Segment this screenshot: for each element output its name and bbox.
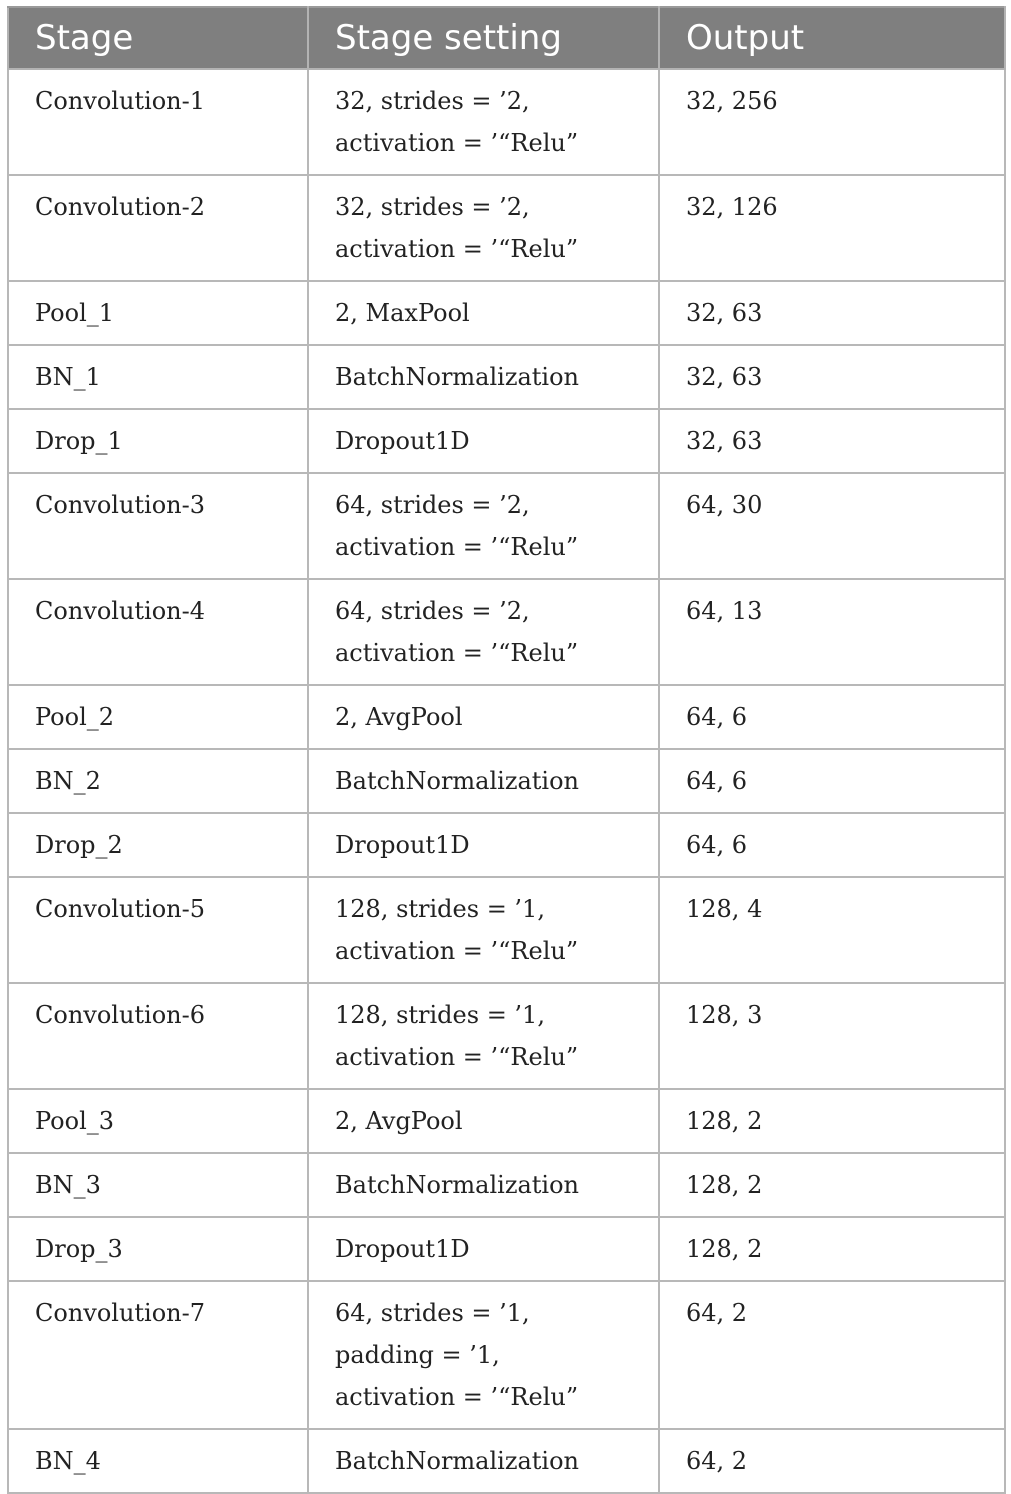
cell-output: 32, 63: [659, 345, 1005, 409]
cell-setting: BatchNormalization: [308, 1153, 659, 1217]
cell-stage: BN_2: [8, 749, 308, 813]
table-row: [8, 1217, 1005, 1281]
header-row: [8, 7, 1005, 69]
table-row: [8, 69, 1005, 175]
cell-output: 64, 30: [659, 473, 1005, 579]
cell-setting: 64, strides = ’2, activation = ’“Relu”: [308, 579, 659, 685]
cell-setting: 2, AvgPool: [308, 685, 659, 749]
cell-stage: Convolution-6: [8, 983, 308, 1089]
table-row: [8, 1281, 1005, 1429]
cell-output: 64, 6: [659, 813, 1005, 877]
cell-stage: Drop_3: [8, 1217, 308, 1281]
header-stage: Stage: [8, 7, 308, 69]
cell-stage: BN_1: [8, 345, 308, 409]
cell-output: 128, 2: [659, 1217, 1005, 1281]
cell-stage: BN_3: [8, 1153, 308, 1217]
cell-stage: Convolution-7: [8, 1281, 308, 1429]
table-row: [8, 685, 1005, 749]
table-row: [8, 813, 1005, 877]
cell-stage: BN_4: [8, 1429, 308, 1493]
cell-output: 32, 126: [659, 175, 1005, 281]
cell-setting: 32, strides = ’2, activation = ’“Relu”: [308, 69, 659, 175]
header-stage-setting: Stage setting: [308, 7, 659, 69]
cell-output: 64, 2: [659, 1281, 1005, 1429]
cell-setting: BatchNormalization: [308, 1429, 659, 1493]
table-header: [8, 7, 1005, 69]
cell-setting: 32, strides = ’2, activation = ’“Relu”: [308, 175, 659, 281]
table-row: [8, 983, 1005, 1089]
cell-stage: Convolution-3: [8, 473, 308, 579]
cell-stage: Convolution-5: [8, 877, 308, 983]
table-row: [8, 281, 1005, 345]
cell-output: 64, 6: [659, 749, 1005, 813]
table-row: [8, 175, 1005, 281]
cell-setting: Dropout1D: [308, 813, 659, 877]
cell-setting: Dropout1D: [308, 409, 659, 473]
cell-output: 64, 2: [659, 1429, 1005, 1493]
table-row: [8, 473, 1005, 579]
cell-stage: Drop_1: [8, 409, 308, 473]
cell-setting: 128, strides = ’1, activation = ’“Relu”: [308, 877, 659, 983]
cell-output: 64, 6: [659, 685, 1005, 749]
cell-output: 32, 63: [659, 409, 1005, 473]
cell-stage: Pool_3: [8, 1089, 308, 1153]
cell-setting: 64, strides = ’2, activation = ’“Relu”: [308, 473, 659, 579]
cell-output: 64, 13: [659, 579, 1005, 685]
cell-setting: 2, AvgPool: [308, 1089, 659, 1153]
cell-setting: Dropout1D: [308, 1217, 659, 1281]
header-output: Output: [659, 7, 1005, 69]
table-row: [8, 1429, 1005, 1493]
stage-table-container: [7, 6, 1004, 1494]
cell-setting: BatchNormalization: [308, 345, 659, 409]
table-row: [8, 579, 1005, 685]
table-row: [8, 749, 1005, 813]
cell-stage: Convolution-1: [8, 69, 308, 175]
cell-output: 128, 2: [659, 1153, 1005, 1217]
cell-stage: Convolution-4: [8, 579, 308, 685]
cell-output: 32, 63: [659, 281, 1005, 345]
table-row: [8, 1089, 1005, 1153]
table-row: [8, 409, 1005, 473]
table-row: [8, 877, 1005, 983]
cell-stage: Convolution-2: [8, 175, 308, 281]
cell-output: 128, 4: [659, 877, 1005, 983]
cell-setting: 128, strides = ’1, activation = ’“Relu”: [308, 983, 659, 1089]
table-row: [8, 345, 1005, 409]
cell-stage: Pool_1: [8, 281, 308, 345]
cell-output: 128, 3: [659, 983, 1005, 1089]
table-body: [8, 69, 1005, 1493]
cell-output: 128, 2: [659, 1089, 1005, 1153]
cell-setting: 2, MaxPool: [308, 281, 659, 345]
stage-table: [7, 6, 1006, 1494]
cell-stage: Pool_2: [8, 685, 308, 749]
cell-stage: Drop_2: [8, 813, 308, 877]
cell-setting: 64, strides = ’1, padding = ’1, activation = ’“Relu”: [308, 1281, 659, 1429]
cell-output: 32, 256: [659, 69, 1005, 175]
cell-setting: BatchNormalization: [308, 749, 659, 813]
table-row: [8, 1153, 1005, 1217]
